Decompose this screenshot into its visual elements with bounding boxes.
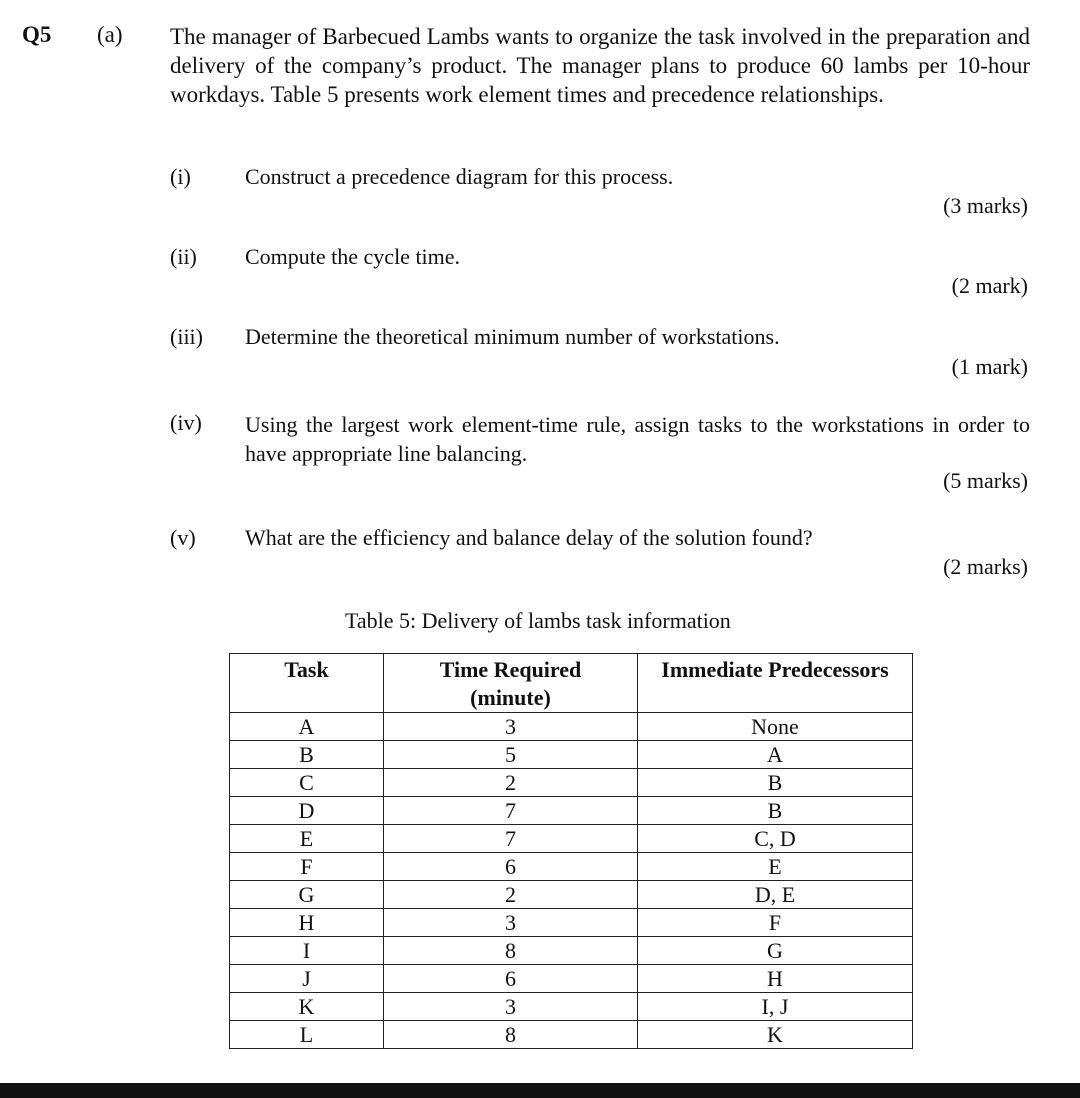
cell-predecessors: I, J	[638, 993, 913, 1021]
cell-predecessors: C, D	[638, 825, 913, 853]
table-row	[230, 881, 913, 909]
subquestion-1-marks: (3 marks)	[943, 193, 1028, 218]
table-row	[230, 825, 913, 853]
cell-time: 3	[384, 993, 638, 1021]
cell-task: D	[230, 797, 384, 825]
subquestion-5-number: (v)	[170, 525, 196, 550]
subquestion-2-number: (ii)	[170, 244, 197, 269]
cell-predecessors: None	[638, 713, 913, 741]
cell-time: 2	[384, 769, 638, 797]
cell-predecessors: B	[638, 769, 913, 797]
subquestion-3-text: Determine the theoretical minimum number of workstations.	[245, 324, 780, 349]
cell-predecessors: G	[638, 937, 913, 965]
subquestion-2-text: Compute the cycle time.	[245, 244, 461, 269]
question-intro: The manager of Barbecued Lambs wants to organize the task involved in the preparation and delivery of the company’s product. The manager plans to produce 60 lambs per 10-hour workdays. Table 5 presents work element times and precedence relationships.	[170, 24, 1030, 107]
cell-task: L	[230, 1021, 384, 1049]
table-row	[230, 797, 913, 825]
table-row	[230, 713, 913, 741]
question-part: (a)	[97, 22, 123, 47]
cell-task: G	[230, 881, 384, 909]
cell-task: C	[230, 769, 384, 797]
cell-task: I	[230, 937, 384, 965]
task-table	[229, 653, 913, 1049]
cell-task: K	[230, 993, 384, 1021]
table-row	[230, 937, 913, 965]
table-row	[230, 965, 913, 993]
subquestion-1-number: (i)	[170, 164, 191, 189]
subquestion-2-marks: (2 mark)	[951, 273, 1028, 298]
table-row	[230, 853, 913, 881]
header-time-required: Time Required (minute)	[384, 654, 638, 713]
cell-time: 7	[384, 825, 638, 853]
cell-task: F	[230, 853, 384, 881]
cell-time: 5	[384, 741, 638, 769]
cell-time: 3	[384, 713, 638, 741]
cell-time: 8	[384, 1021, 638, 1049]
cell-predecessors: B	[638, 797, 913, 825]
subquestion-5-marks: (2 marks)	[943, 554, 1028, 579]
table-row	[230, 741, 913, 769]
cell-time: 6	[384, 965, 638, 993]
table-row	[230, 993, 913, 1021]
cell-task: E	[230, 825, 384, 853]
cell-time: 3	[384, 909, 638, 937]
table-row	[230, 1021, 913, 1049]
cell-task: B	[230, 741, 384, 769]
table-caption: Table 5: Delivery of lambs task information	[345, 608, 731, 633]
cell-task: J	[230, 965, 384, 993]
cell-task: A	[230, 713, 384, 741]
subquestion-4-text: Using the largest work element-time rule, assign tasks to the workstations in order to have appropriate line balancing.	[245, 412, 1030, 466]
cell-predecessors: H	[638, 965, 913, 993]
table-row	[230, 909, 913, 937]
subquestion-4-number: (iv)	[170, 410, 202, 435]
cell-time: 7	[384, 797, 638, 825]
subquestion-1-text: Construct a precedence diagram for this process.	[245, 164, 674, 189]
subquestion-5-text: What are the efficiency and balance delay of the solution found?	[245, 525, 813, 550]
subquestion-3-marks: (1 mark)	[951, 354, 1028, 379]
cell-time: 8	[384, 937, 638, 965]
question-number: Q5	[22, 22, 52, 47]
cell-predecessors: A	[638, 741, 913, 769]
cell-predecessors: D, E	[638, 881, 913, 909]
subquestion-4-marks: (5 marks)	[943, 468, 1028, 493]
table-row	[230, 769, 913, 797]
cell-task: H	[230, 909, 384, 937]
cell-predecessors: E	[638, 853, 913, 881]
table-header-row	[230, 654, 913, 713]
header-immediate-predecessors: Immediate Predecessors	[638, 654, 913, 713]
cell-time: 2	[384, 881, 638, 909]
cell-predecessors: K	[638, 1021, 913, 1049]
header-task: Task	[230, 654, 384, 713]
cell-time: 6	[384, 853, 638, 881]
subquestion-3-number: (iii)	[170, 324, 203, 349]
cell-predecessors: F	[638, 909, 913, 937]
bottom-edge-bar	[0, 1083, 1080, 1098]
